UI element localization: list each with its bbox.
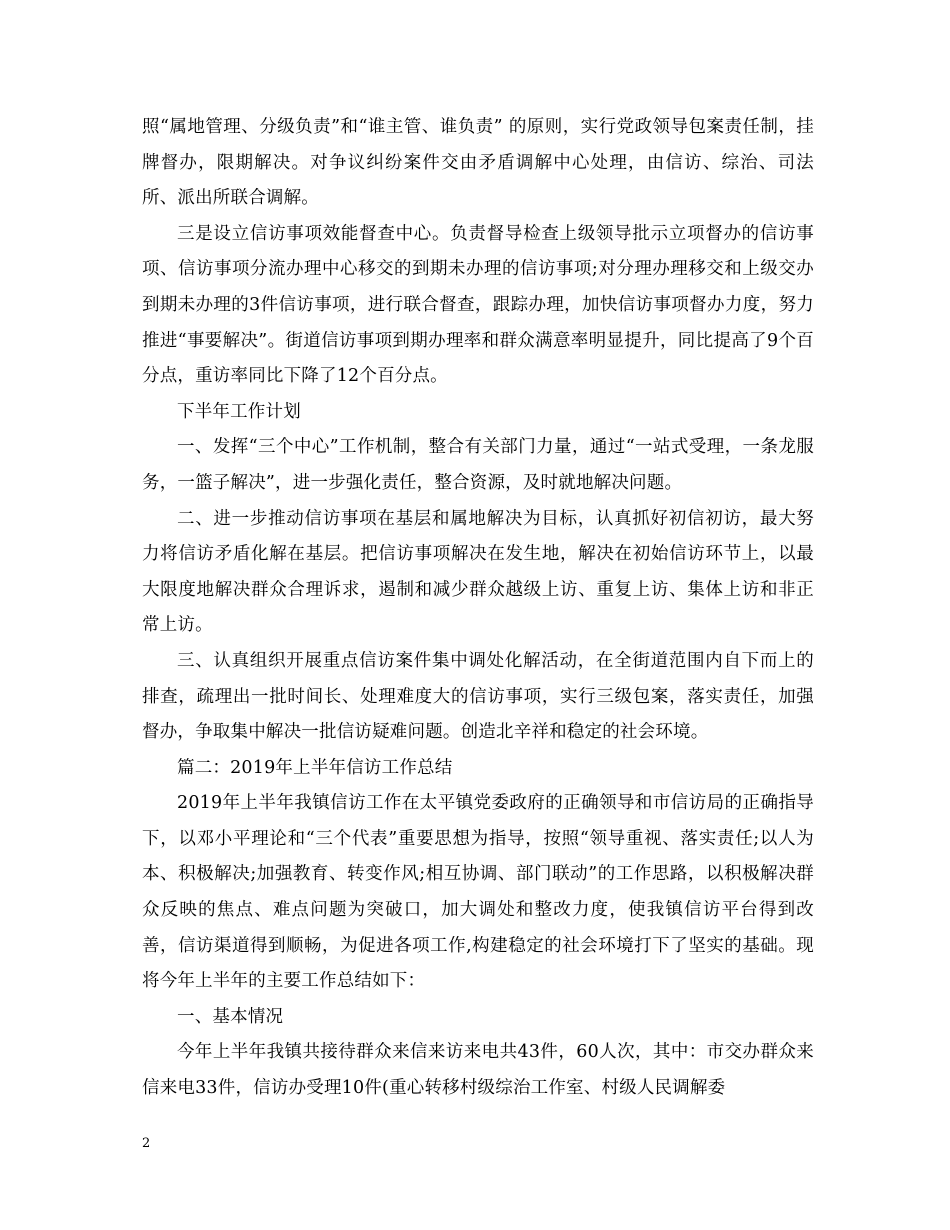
paragraph-plan-item-1: 一、发挥“三个中心”工作机制，整合有关部门力量，通过“一站式受理，一条龙服务，一篮子解决”，进一步强化责任，整合资源，及时就地解决问题。 [142, 437, 814, 493]
section-heading-second-half-plan: 下半年工作计划 [177, 401, 301, 422]
document-body [142, 110, 814, 1107]
paragraph-summary-intro: 2019年上半年我镇信访工作在太平镇党委政府的正确领导和市信访局的正确指导下，以邓小平理论和“三个代表”重要思想为指导，按照“领导重视、落实责任;以人为本、积极解决;加强教育、转变作风;相互协调、部门联动”的工作思路，以积极解决群众反映的焦点、难点问题为突破口，加大调处和整改力度，使我镇信访平台得到改善，信访渠道得到顺畅，为促进各项工作,构建稳定的社会环境打下了坚实的基础。现将今年上半年的主要工作总结如下： [142, 793, 814, 992]
paragraph-plan-item-2: 二、进一步推动信访事项在基层和属地解决为目标，认真抓好初信初访，最大努力将信访矛盾化解在基层。把信访事项解决在发生地，解决在初始信访环节上，以最大限度地解决群众合理诉求，遏制和减少群众越级上访、重复上访、集体上访和非正常上访。 [142, 508, 814, 636]
page-number: 2 [142, 1136, 151, 1151]
paragraph-basic-situation: 今年上半年我镇共接待群众来信来访来电共43件，60人次，其中：市交办群众来信来电33件，信访办受理10件(重心转移村级综治工作室、村级人民调解委 [142, 1042, 814, 1099]
section-heading-basic-situation: 一、基本情况 [177, 1006, 284, 1027]
article-title-part-two: 篇二：2019年上半年信访工作总结 [177, 757, 453, 778]
paragraph-continuation: 照“属地管理、分级负责”和“谁主管、谁负责” 的原则，实行党政领导包案责任制，挂牌督办，限期解决。对争议纠纷案件交由矛盾调解中心处理，由信访、综治、司法所、派出所联合调解。 [142, 117, 814, 209]
paragraph-plan-item-3: 三、认真组织开展重点信访案件集中调处化解活动，在全街道范围内自下而上的排查，疏理出一批时间长、处理难度大的信访事项，实行三级包案，落实责任，加强督办，争取集中解决一批信访疑难问题。创造北辛祥和稳定的社会环境。 [142, 650, 814, 743]
paragraph-supervision-center: 三是设立信访事项效能督查中心。负责督导检查上级领导批示立项督办的信访事项、信访事项分流办理中心移交的到期未办理的信访事项;对分理办理移交和上级交办到期未办理的3件信访事项，进行联合督查，跟踪办理，加快信访事项督办力度，努力推进“事要解决”。街道信访事项到期办理率和群众满意率明显提升，同比提高了9个百分点，重访率同比下降了12个百分点。 [142, 223, 814, 387]
